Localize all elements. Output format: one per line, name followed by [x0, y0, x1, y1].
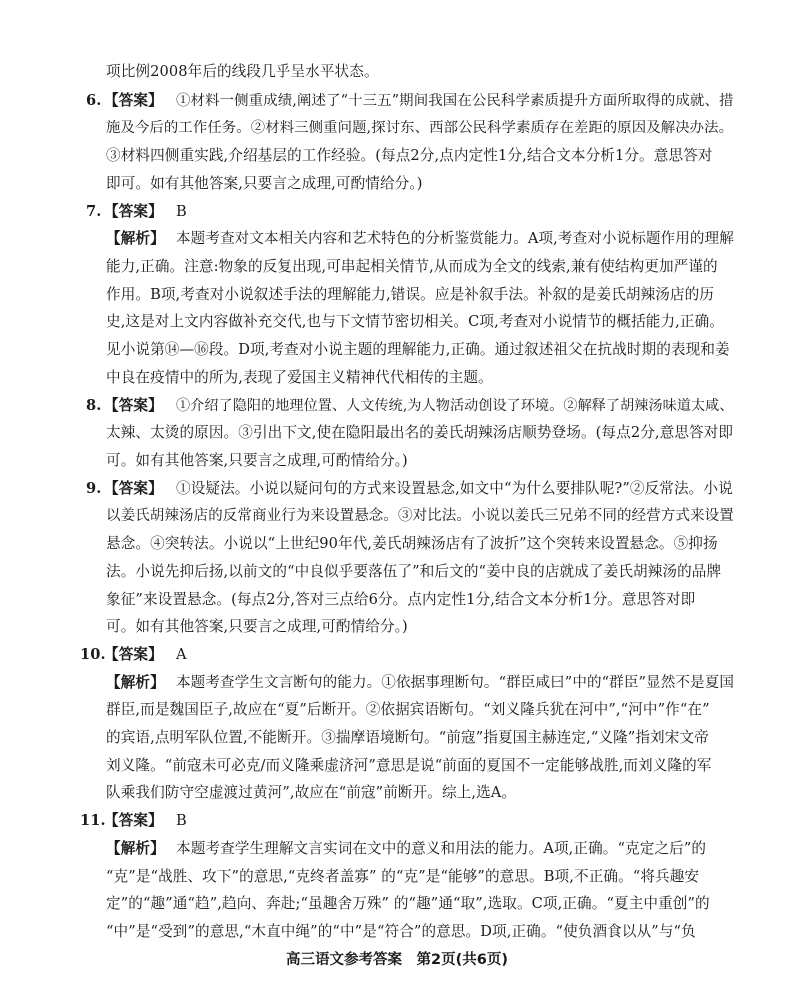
- answer-tag: 【答案】: [104, 396, 163, 414]
- text-line: ③材料四侧重实践,介绍基层的工作经验。(每点2分,点内定性1分,结合文本分析1分。意思答对: [106, 147, 713, 165]
- analysis-tag: 【解析】: [106, 839, 165, 857]
- text-line: 定”的“趣”通“趋”,趋向、奔赴;“虽趣舍万殊” 的“趣”通“取”,选取。C项,正确。“夏主中重创”的: [106, 895, 710, 913]
- text-line: 即可。如有其他答案,只要言之成理,可酌情给分。): [106, 174, 423, 192]
- text-line: 队乘我们防守空虚渡过黄河”,故应在“前寇”前断开。综上,选A。: [106, 784, 517, 802]
- text-line: 史,这是对上文内容做补充交代,也与下文情节密切相关。C项,考查对小说情节的概括能力,正确。: [106, 313, 724, 331]
- text-line: ①设疑法。小说以疑问句的方式来设置悬念,如文中“为什么要排队呢?”②反常法。小说: [176, 479, 733, 497]
- text-line: ①材料一侧重成绩,阐述了“十三五”期间我国在公民科学素质提升方面所取得的成就、措: [176, 92, 734, 109]
- text-line: “克”是“战胜、攻下”的意思,“克终者盖寡” 的“克”是“能够”的意思。B项,不正确。“将兵趣安: [106, 867, 700, 885]
- text-line: 能力,正确。注意:物象的反复出现,可串起相关情节,从而成为全文的线索,兼有使结构更加严谨的: [106, 257, 718, 275]
- answer-tag: 【答案】: [104, 645, 163, 663]
- question-number-6: 6.: [86, 91, 102, 109]
- question-number-10: 10.: [80, 645, 106, 663]
- question-number-11: 11.: [80, 812, 106, 830]
- text-line: “中”是“受到”的意思,“木直中绳”的“中”是“符合”的意思。D项,正确。“使负酒食以从”与“负: [106, 923, 696, 940]
- text-line: 作用。B项,考查对小说叙述手法的理解能力,错误。应是补叙手法。补叙的是姜氏胡辣汤店的历: [106, 285, 715, 303]
- answer-tag: 【答案】: [104, 202, 163, 220]
- text-line: 群臣,而是魏国臣子,故应在“夏”后断开。②依据宾语断句。“刘义隆兵犹在河中”,“河中”作“在”: [106, 701, 710, 719]
- answer-value: A: [176, 645, 187, 663]
- answer-tag: 【答案】: [104, 812, 163, 830]
- answer-tag: 【答案】: [104, 479, 163, 497]
- analysis-tag: 【解析】: [106, 230, 165, 248]
- question-number-9: 9.: [86, 479, 102, 497]
- question-number-8: 8.: [86, 396, 102, 414]
- text-line: 法。小说先抑后扬,以前文的“中良似乎要落伍了”和后文的“姜中良的店就成了姜氏胡辣汤的品牌: [106, 562, 722, 580]
- text-line: 项比例2008年后的线段几乎呈水平状态。: [106, 63, 379, 80]
- text-line: 的宾语,点明军队位置,不能断开。③揣摩语境断句。“前寇”指夏国主赫连定,“义隆”指刘宋文帝: [106, 729, 709, 746]
- text-line: ①介绍了隐阳的地理位置、人文传统,为人物活动创设了环境。②解释了胡辣汤味道太咸、: [176, 397, 734, 414]
- text-line: 可。如有其他答案,只要言之成理,可酌情给分。): [106, 618, 408, 636]
- page-footer: 高三语文参考答案 第2页(共6页): [286, 952, 508, 968]
- text-line: 可。如有其他答案,只要言之成理,可酌情给分。): [106, 451, 408, 469]
- analysis-tag: 【解析】: [106, 673, 165, 691]
- text-line: 刘义隆。“前寇未可必克/而义隆乘虚济河”意思是说“前面的夏国不一定能够战胜,而刘义隆的军: [106, 756, 712, 774]
- text-line: 以姜氏胡辣汤店的反常商业行为来设置悬念。③对比法。小说以姜氏三兄弟不同的经营方式来设置: [106, 508, 734, 525]
- answer-value: B: [176, 202, 187, 220]
- text-line: 悬念。④突转法。小说以“上世纪90年代,姜氏胡辣汤店有了波折”这个突转来设置悬念。⑤抑扬: [106, 535, 718, 552]
- answer-value: B: [176, 812, 187, 830]
- text-line: 本题考查对文本相关内容和艺术特色的分析鉴赏能力。A项,考查对小说标题作用的理解: [176, 230, 734, 248]
- text-line: 本题考查学生理解文言实词在文中的意义和用法的能力。A项,正确。“克定之后”的: [176, 839, 707, 857]
- text-line: 施及今后的工作任务。②材料三侧重问题,探讨东、西部公民科学素质存在差距的原因及解决办法。: [106, 120, 734, 137]
- text-line: 太辣、太烫的原因。③引出下文,使在隐阳最出名的姜氏胡辣汤店顺势登场。(每点2分,意思答对即: [106, 424, 734, 442]
- text-line: 中良在疫情中的所为,表现了爱国主义精神代代相传的主题。: [106, 368, 493, 386]
- text-line: 本题考查学生文言断句的能力。①依据事理断句。“群臣咸曰”中的“群臣”显然不是夏国: [176, 673, 735, 691]
- text-line: 象征”来设置悬念。(每点2分,答对三点给6分。点内定性1分,结合文本分析1分。意思答对即: [106, 590, 696, 608]
- answer-tag: 【答案】: [104, 91, 163, 109]
- text-line: 见小说第⑭—⑯段。D项,考查对小说主题的理解能力,正确。通过叙述祖父在抗战时期的表现和姜: [106, 341, 730, 359]
- question-number-7: 7.: [86, 202, 102, 220]
